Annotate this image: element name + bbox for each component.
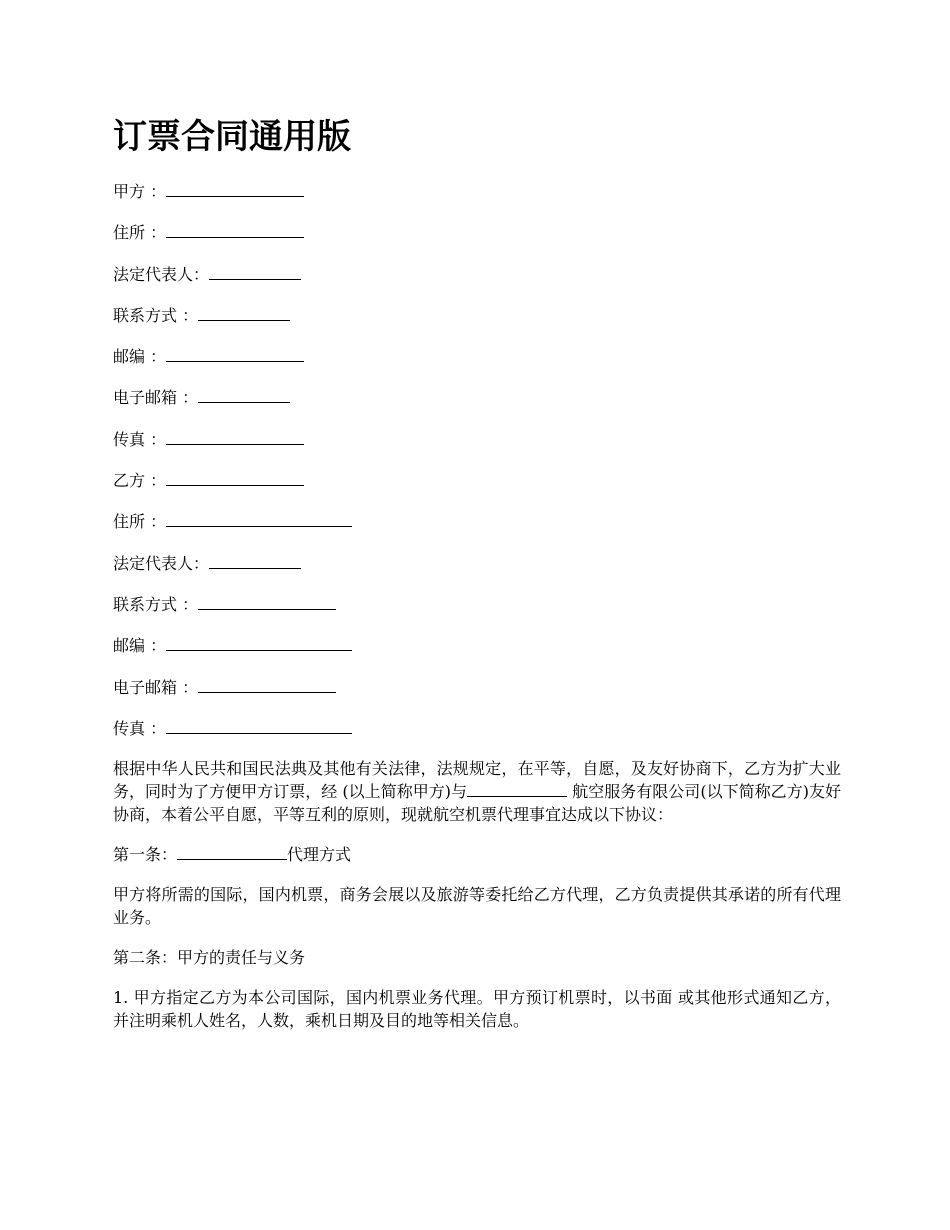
agency-mode-blank [177, 844, 287, 860]
party-b-postcode-field [113, 632, 841, 673]
party-a-address-label: 住所 ： [113, 223, 167, 243]
party-b-fax-field [113, 715, 841, 756]
party-b-contact-blank [198, 591, 336, 610]
party-a-email-blank [198, 384, 290, 403]
party-a-address-field [113, 219, 841, 260]
article-1-heading-prefix: 第一条： [113, 845, 178, 864]
party-a-name-field [113, 178, 841, 219]
party-b-postcode-label: 邮编 ： [113, 636, 167, 656]
party-b-fax-label: 传真 ： [113, 718, 167, 738]
party-b-fax-blank [166, 715, 352, 734]
party-b-email-blank [198, 674, 336, 693]
party-a-contact-field [113, 302, 841, 343]
document-title: 订票合同通用版 [113, 117, 351, 157]
party-b-address-blank [166, 508, 352, 527]
party-b-contact-field [113, 591, 841, 632]
article-2-heading: 第二条：甲方的责任与义务 [113, 948, 306, 967]
party-a-address-blank [166, 219, 304, 238]
party-b-email-label: 电子邮箱 ： [113, 677, 199, 697]
article-2-item-1: 1. 甲方指定乙方为本公司国际，国内机票业务代理。甲方预订机票时，以书面 或其他形式通知乙方，并注明乘机人姓名，人数，乘机日期及目的地等相关信息。 [113, 988, 841, 1030]
company-name-blank [467, 781, 567, 797]
party-a-name-label: 甲方 ： [113, 182, 167, 201]
party-b-postcode-blank [166, 632, 352, 651]
party-info-fields [113, 178, 841, 756]
party-b-legal-rep-label: 法定代表人： [113, 553, 210, 573]
party-a-legal-rep-blank [209, 261, 301, 280]
party-b-name-field [113, 467, 841, 508]
article-1-heading [113, 843, 841, 866]
party-b-name-label: 乙方 ： [113, 471, 167, 491]
party-b-name-blank [166, 467, 304, 486]
party-b-contact-label: 联系方式 ： [113, 594, 199, 614]
contract-body [113, 757, 841, 1049]
party-a-postcode-label: 邮编 ： [113, 347, 167, 367]
party-b-legal-rep-blank [209, 550, 301, 569]
preamble-text-1: 根据中华人民共和国民法典及其他有关法律，法规规定，在平等，自愿，及友好协商下，乙方为扩大业务，同时为了方便甲方订票，经 (以上简称甲方)与 [113, 759, 841, 801]
party-a-postcode-field [113, 343, 841, 384]
party-b-address-field [113, 508, 841, 549]
party-a-legal-rep-label: 法定代表人： [113, 264, 210, 284]
party-a-fax-field [113, 426, 841, 467]
party-b-email-field [113, 674, 841, 715]
party-a-email-field [113, 384, 841, 425]
party-a-email-label: 电子邮箱 ： [113, 388, 199, 408]
party-a-name-blank [166, 178, 304, 197]
preamble-paragraph [113, 757, 841, 826]
party-b-address-label: 住所 ： [113, 512, 167, 532]
article-1-content: 甲方将所需的国际，国内机票，商务会展以及旅游等委托给乙方代理，乙方负责提供其承诺的所有代理业务。 [113, 885, 841, 927]
party-a-legal-rep-field [113, 261, 841, 302]
party-b-legal-rep-field [113, 550, 841, 591]
article-1-heading-suffix: 代理方式 [287, 845, 352, 864]
party-a-contact-label: 联系方式 ： [113, 305, 199, 325]
party-a-postcode-blank [166, 343, 304, 362]
party-a-fax-blank [166, 426, 304, 445]
party-a-contact-blank [198, 302, 290, 321]
preamble-text-2: 航空服务有限公司(以下简称乙方)友好协商，本着公平自愿，平等互利的原则，现就航空机票代理事宜达成以下协议： [113, 782, 841, 824]
party-a-fax-label: 传真 ： [113, 429, 167, 449]
